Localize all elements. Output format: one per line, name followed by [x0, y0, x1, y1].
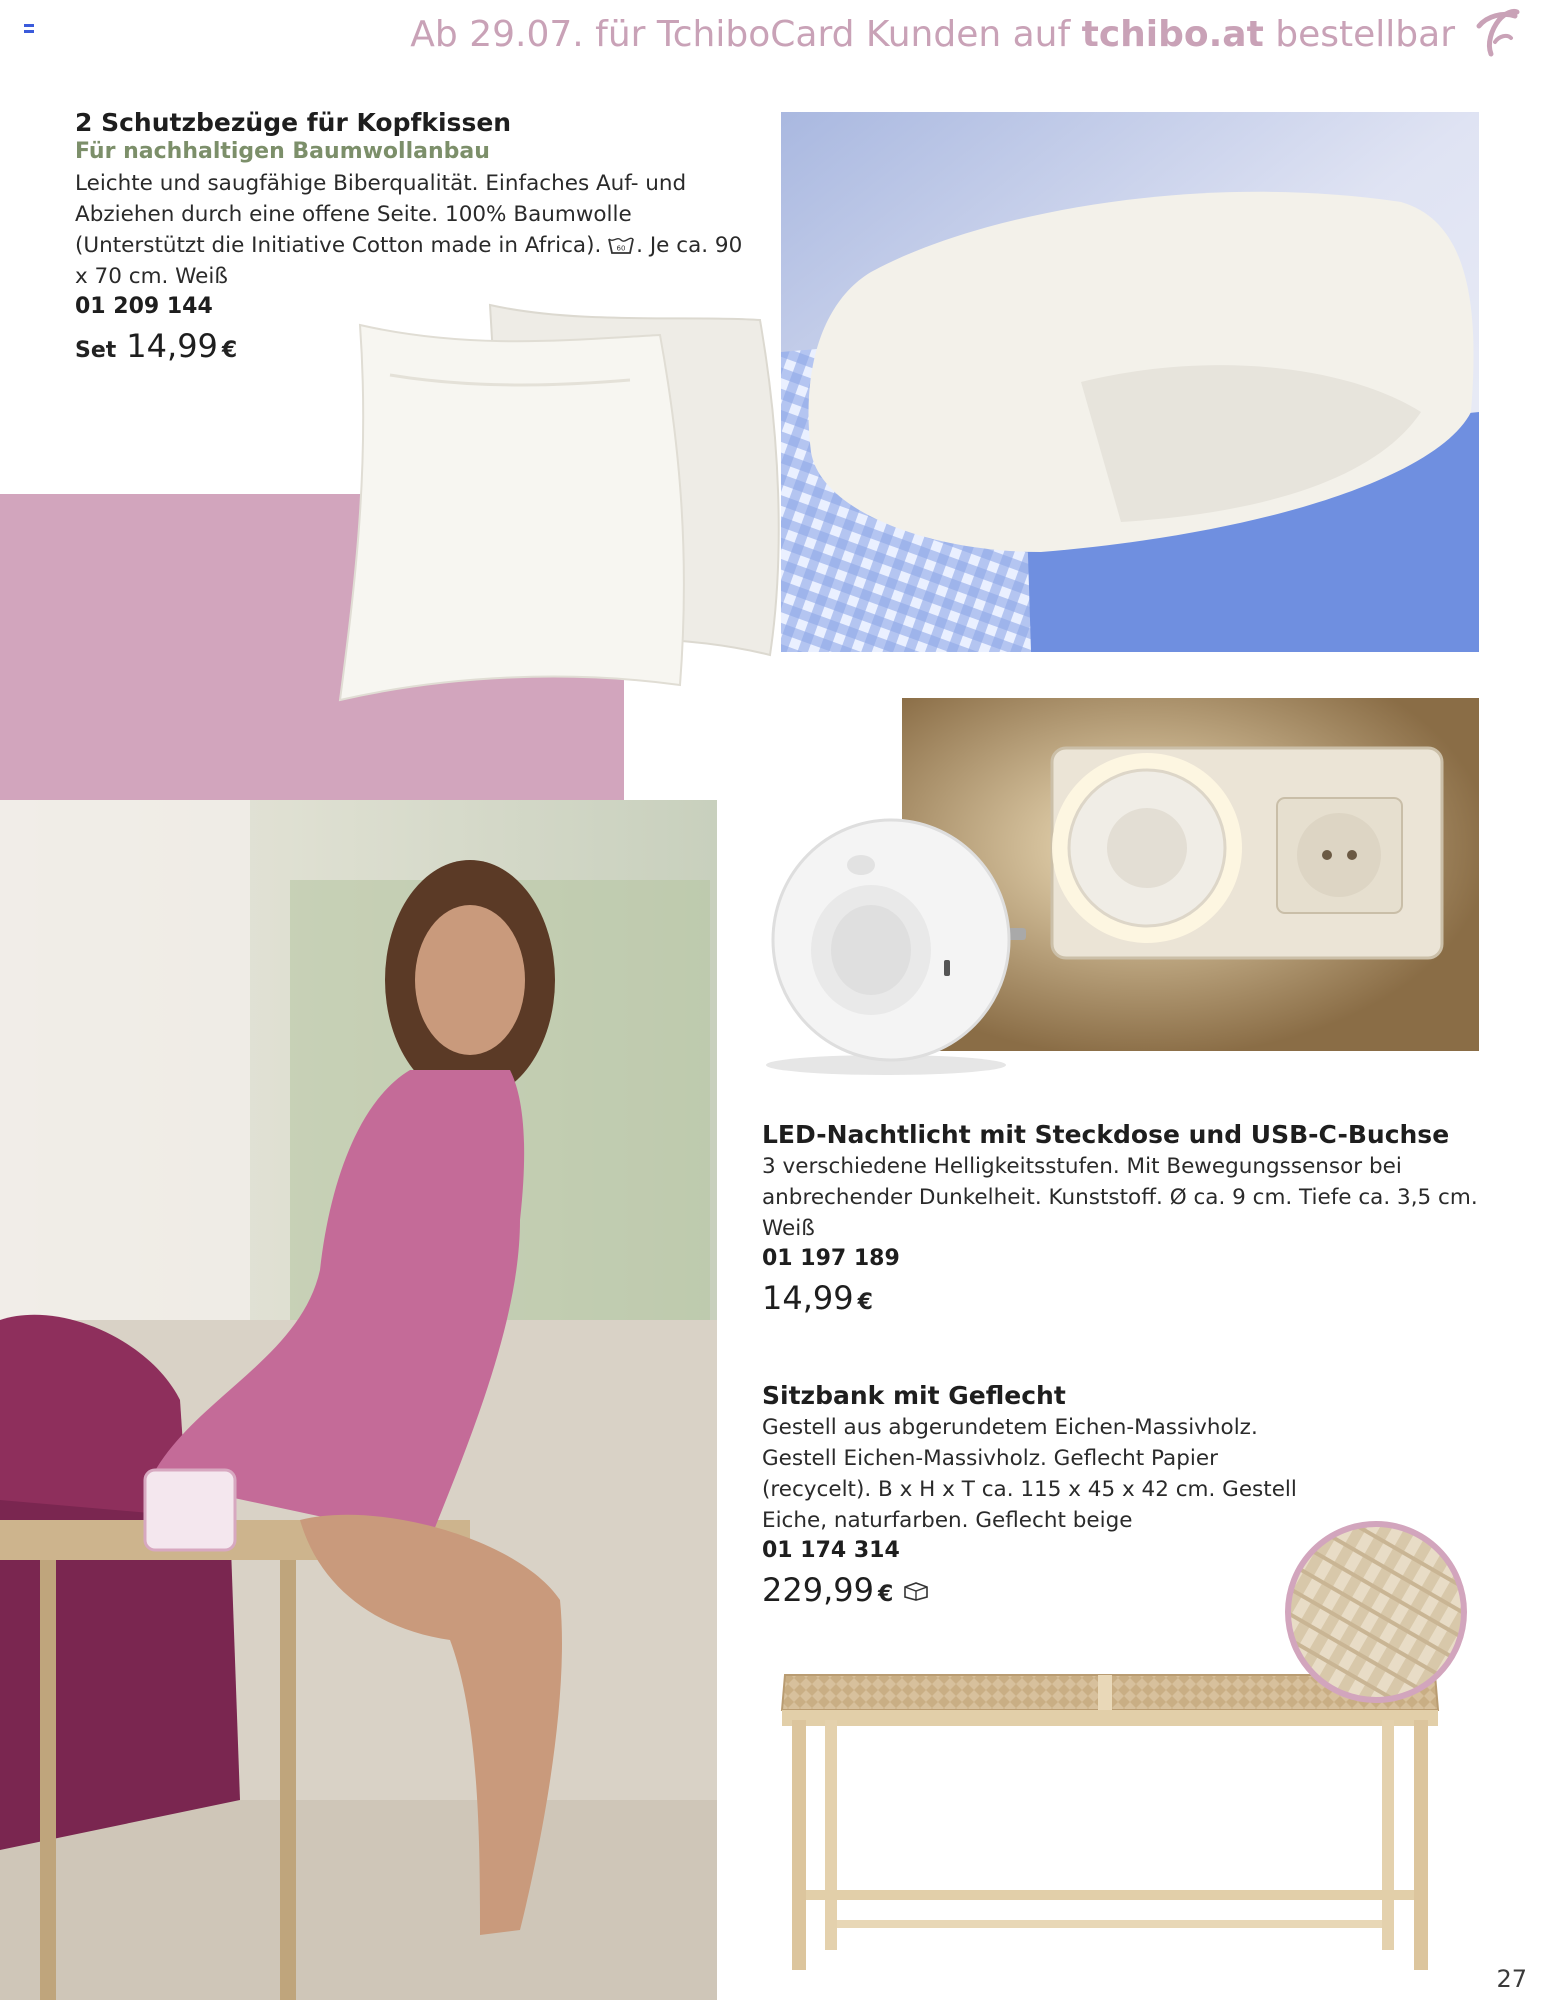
product-description — [75, 168, 755, 292]
article-number: 01 209 144 — [75, 294, 213, 319]
price-value: 14,99 — [762, 1279, 854, 1317]
pillow-on-bed-photo — [781, 112, 1479, 652]
product-description-text: Leichte und saugfähige Biberqualität. Einfaches Auf- und Abziehen durch eine offene Seite. 100% Baumwolle (Unterstützt die Initiative Cotton made in Africa). — [75, 171, 687, 258]
product-pillow-covers — [75, 108, 755, 365]
product-title: 2 Schutzbezüge für Kopfkissen — [75, 108, 512, 137]
wash-60-icon — [608, 237, 634, 255]
woven-bench-photo — [770, 1660, 1450, 1980]
price-value: 14,99 — [126, 327, 218, 365]
product-led-nightlight — [762, 1120, 1482, 1317]
svg-text:60: 60 — [616, 244, 626, 253]
product-title: LED-Nachtlicht mit Steckdose und USB-C-Buchse — [762, 1120, 1450, 1149]
price-value: 229,99 — [762, 1571, 874, 1609]
product-title: Sitzbank mit Geflecht — [762, 1381, 1066, 1410]
led-nightlight-product-photo — [756, 810, 1036, 1080]
tchibo-bean-logo-icon — [1469, 4, 1525, 60]
page-number: 27 — [1496, 1965, 1527, 1993]
product-description: Gestell aus abgerundetem Eichen-Massivholz. Gestell Eichen-Massivholz. Geflecht Papier (recycelt). B x H x T ca. 115 x 45 x 42 cm. Gestell Eiche, naturfarben. Geflecht beige — [762, 1415, 1297, 1533]
article-number: 01 174 314 — [762, 1538, 900, 1563]
price-currency: € — [857, 1290, 873, 1315]
price — [762, 1279, 1482, 1317]
product-bench — [762, 1381, 1482, 1609]
header-banner — [410, 14, 1455, 55]
parcel-delivery-icon — [903, 1581, 929, 1601]
price — [762, 1571, 1482, 1609]
product-subtitle: Für nachhaltigen Baumwollanbau — [75, 139, 490, 164]
article-number: 01 197 189 — [762, 1246, 900, 1271]
product-description: 3 verschiedene Helligkeitsstufen. Mit Bewegungssensor bei anbrechender Dunkelheit. Kunststoff. Ø ca. 9 cm. Tiefe ca. 3,5 cm. Weiß — [762, 1154, 1478, 1241]
header-text-after: bestellbar — [1263, 14, 1455, 55]
header-text-before: Ab 29.07. für TchiboCard Kunden auf — [410, 14, 1082, 55]
woman-on-bench-photo — [0, 800, 717, 2000]
price-prefix: Set — [75, 338, 117, 363]
product-description-dimensions: . Je ca. 90 x 70 cm. Weiß — [75, 233, 743, 289]
price — [75, 327, 755, 365]
price-currency: € — [877, 1582, 894, 1607]
header-text-site[interactable]: tchibo.at — [1081, 14, 1264, 55]
price-currency: € — [221, 338, 238, 363]
language-flag-icon — [24, 24, 34, 33]
